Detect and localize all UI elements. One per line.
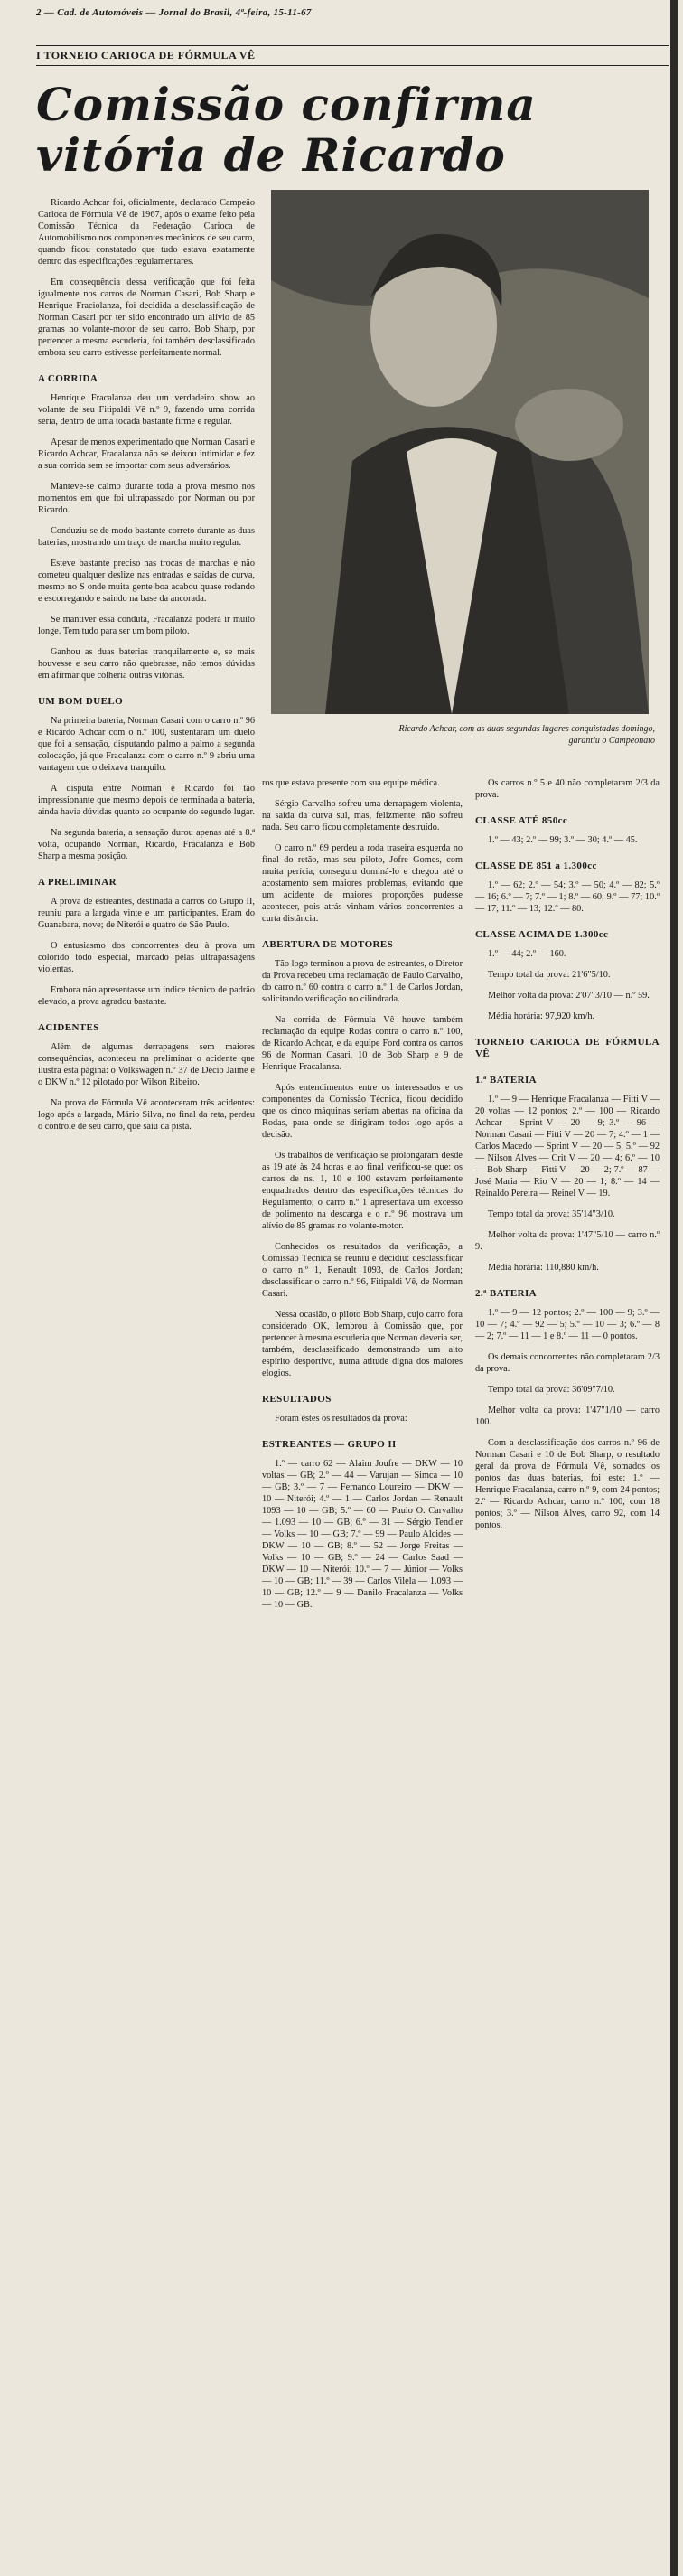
section-kicker: I TORNEIO CARIOCA DE FÓRMULA VÊ <box>36 49 256 61</box>
paragraph: Conhecidos os resultados da verificação, a Comissão Técnica se reuniu e decidiu: desclassificar o carro n.º 1, Renault 1093, de Carlos Jordan; desclassificar o carro n.º 96, Fitipaldi Vê, de Norman Casari. <box>262 1242 463 1299</box>
paragraph: Os trabalhos de verificação se prolongaram desde as 19 até às 24 horas e ao final verificou-se que: os carros de ns. 1, 10 e 100 estavam perfeitamente enquadrados dentro das especificações técnicas do Regulamento; o carro n.º 1 apresentava um excesso de polimento na descarga e o n.º 96 mostrava um alívio de 85 gramas no volante-motor. <box>262 1151 463 1231</box>
paragraph: A prova de estreantes, destinada a carros do Grupo II, reuniu para a largada vinte e um participantes. Eram do Guanabara, nove; de Niterói e quatro de São Paulo. <box>38 897 255 930</box>
paragraph: Tempo total da prova: 35'14"3/10. <box>488 1209 615 1219</box>
paragraph: Henrique Fracalanza deu um verdadeiro show ao volante de seu Fitipaldi Vê n.º 9, fazendo uma corrida séria, dentro de uma tocada bastante firme e regular. <box>38 393 255 427</box>
paragraph: Sérgio Carvalho sofreu uma derrapagem violenta, na saída da curva sul, mas, felizmente, não sofreu nada. Seu carro ficou completamente destruído. <box>262 799 463 832</box>
article-column-1 <box>38 197 255 2556</box>
paragraph: Após entendimentos entre os interessados e os componentes da Comissão Técnica, ficou decidido que os cinco máquinas seriam abertas na oficina da Rodas, para onde se dirigiram todos logo após a decisão. <box>262 1083 463 1140</box>
paragraph: Tão logo terminou a prova de estreantes, o Diretor da Prova recebeu uma reclamação de Paulo Carvalho, do carro n.º 60 contra o carro n.º 1 de Carlos Jordan, solicitando verificação no cilindrada. <box>262 959 463 1004</box>
paragraph: Embora não apresentasse um índice técnico de padrão elevado, a prova agradou bastante. <box>38 985 255 1007</box>
subheading: ESTREANTES — GRUPO II <box>262 1439 397 1450</box>
paragraph: Conduziu-se de modo bastante correto durante as duas baterias, mostrando um traço de marcha muito regular. <box>38 526 255 548</box>
results-list: 1.º — 62; 2.º — 54; 3.º — 50; 4.º — 82; 5.º — 16; 6.º — 7; 7.º — 1; 8.º — 60; 9.º — 77; 10.º — 17; 11.º — 13; 12.º — 80. <box>475 880 660 914</box>
paragraph: Média horária: 97,920 km/h. <box>488 1011 595 1021</box>
paragraph: Esteve bastante preciso nas trocas de marchas e não cometeu qualquer deslize nas entradas e saídas de curva, mesmo no S onde muita gente boa acabou quase rodando e escorregando e saindo na base da ancorada. <box>38 559 255 604</box>
photo-caption: Ricardo Achcar, com as duas segundas lugares conquistadas domingo, garantiu o Campeonato <box>398 724 655 746</box>
subheading: A PRELIMINAR <box>38 877 117 888</box>
article-column-2 <box>262 777 463 2558</box>
paragraph: Se mantiver essa conduta, Fracalanza poderá ir muito longe. Tem tudo para ser um bom piloto. <box>38 615 255 636</box>
paragraph: Manteve-se calmo durante toda a prova mesmo nos momentos em que foi ultrapassado por Norman ou por Ricardo. <box>38 482 255 515</box>
paragraph: O entusiasmo dos concorrentes deu à prova um colorido todo especial, marcado pelas ultrapassagens violentas. <box>38 941 255 974</box>
paragraph: Foram êstes os resultados da prova: <box>275 1414 407 1424</box>
paragraph: Os carros n.º 5 e 40 não completaram 2/3 da prova. <box>475 778 660 800</box>
paragraph: Na segunda bateria, a sensação durou apenas até a 8.ª volta, ocupando Norman, Ricardo, Fracalanza e Bob Sharp a mesma posição. <box>38 828 255 861</box>
paragraph: A disputa entre Norman e Ricardo foi tão impressionante que mesmo depois de terminada a bateria, ainda havia dúvidas quanto ao ocupante do segundo lugar. <box>38 784 255 817</box>
paragraph: Melhor volta da prova: 2'07"3/10 — n.º 59. <box>488 991 650 1001</box>
subheading: CLASSE ATÉ 850cc <box>475 815 568 826</box>
results-list: 1.º — 9 — 12 pontos; 2.º — 100 — 9; 3.º — 10 — 7; 4.º — 92 — 5; 5.º — 10 — 3; 6.º — 8 — 2; 7.º — 11 — 1 e 8.º — 11 — 0 pontos. <box>475 1308 660 1341</box>
paragraph: Com a desclassificação dos carros n.º 96 de Norman Casari e 10 de Bob Sharp, o resultado geral da prova de Fórmula Vê, somados os pontos das duas baterias, foi este: 1.º — Henrique Fracalanza, carro n.º 9, com 24 pontos; 2.º — Ricardo Achcar, carro n.º 100, com 18 pontos; 3.º — Nilson Alves, carro 92, com 14 pontos. <box>475 1438 660 1530</box>
results-list: 1.º — 9 — Henrique Fracalanza — Fitti V — 20 voltas — 12 pontos; 2.º — 100 — Ricardo Achcar — Sprint V — 20 — 9; 3.º — 96 — Norman Casari — Fitti V — 20 — 7; 4.º — 1 — Carlos Macedo — Sprint V — 20 — 5; 5.º — 92 — Nilson Alves — Crit V — 20 — 4; 6.º — 10 — Bob Sharp — Fitti V — 20 — 2; 7.º — 87 — José Maria — Rio V — 20 — 1; 8.º — 14 — Reinaldo Pereira — Reinel V — 19. <box>475 1095 660 1199</box>
rule-top <box>36 45 669 46</box>
subheading: A CORRIDA <box>38 373 98 384</box>
paragraph: ros que estava presente com sua equipe médica. <box>262 778 440 788</box>
paragraph: Ricardo Achcar foi, oficialmente, declarado Campeão Carioca de Fórmula Vê de 1967, após o exame feito pela Comissão Técnica da Federação Carioca de Automobilismo nos componentes mecânicos de seu carro, quando ficou constatado que tudo estava exatamente dentro das especificações regulamentares. <box>38 198 255 267</box>
article-column-3 <box>475 777 660 2558</box>
subheading: CLASSE DE 851 a 1.300cc <box>475 860 597 871</box>
paragraph: Na corrida de Fórmula Vê houve também reclamação da equipe Rodas contra o carro n.º 100, de Ricardo Achcar, e da equipe Ford contra os carros 96 de Norman Casari, 10 de Bob Sharp e 9 de Henrique Fracalanza. <box>262 1015 463 1072</box>
paragraph: Os demais concorrentes não completaram 2/3 da prova. <box>475 1352 660 1374</box>
paragraph: Nessa ocasião, o piloto Bob Sharp, cujo carro fora considerado OK, lembrou à Comissão que, por pertencer à mesma escuderia que Norman deveria ser, também, desclassificado demonstrando um alto espírito desportivo, numa atitude digna dos maiores elogios. <box>262 1310 463 1378</box>
running-head: 2 — Cad. de Automóveis — Jornal do Brasil, 4ª-feira, 15-11-67 <box>36 7 312 18</box>
paragraph: Melhor volta da prova: 1'47"5/10 — carro n.º 9. <box>475 1230 660 1252</box>
subheading: TORNEIO CARIOCA DE FÓRMULA VÊ <box>475 1037 660 1059</box>
paragraph: Tempo total da prova: 21'6"5/10. <box>488 970 611 980</box>
portrait-illustration <box>271 190 649 714</box>
paragraph: Além de algumas derrapagens sem maiores consequências, aconteceu na preliminar o acidente que ilustra esta página: o Volkswagen n.º 37 de Décio Jaime e o DKW n.º 12 pilotado por Wilson Ribeiro. <box>38 1042 255 1087</box>
subheading: 1.ª BATERIA <box>475 1075 538 1086</box>
paragraph: Apesar de menos experimentado que Norman Casari e Ricardo Achcar, Fracalanza não se deixou intimidar e fez a sua corrida sem se importar com seus adversários. <box>38 437 255 471</box>
paragraph: Ganhou as duas baterias tranquilamente e, se mais houvesse e seu carro não quebrasse, não temos dúvidas em afirmar que colheria outras vitórias. <box>38 647 255 681</box>
paragraph: Na primeira bateria, Norman Casari com o carro n.º 96 e Ricardo Achcar com o n.º 100, sustentaram um duelo que foi a sensação, disputando palmo a palmo a segunda colocação, já que Fracalanza com o carro n.º 9 abriu uma vantagem que o deixava tranquilo. <box>38 716 255 773</box>
subheading: RESULTADOS <box>262 1394 332 1405</box>
subheading: ACIDENTES <box>38 1022 99 1033</box>
paragraph: Média horária: 110,880 km/h. <box>488 1263 599 1273</box>
rule-kicker <box>36 65 669 66</box>
subheading: CLASSE ACIMA DE 1.300cc <box>475 929 609 940</box>
paragraph: Em consequência dessa verificação que foi feita igualmente nos carros de Norman Casari, Bob Sharp e Henrique Fraciolanza, foi decidida a desclassificação de Norman Casari por ter sido encontrado um alívio de 85 gramas no volante-motor de seu carro. Bob Sharp, por pertencer a mesma escuderia, foi também desclassificado embora seu carro estivesse perfeitamente normal. <box>38 277 255 358</box>
page-edge-shadow <box>670 0 678 2576</box>
subheading: UM BOM DUELO <box>38 696 124 707</box>
paragraph: Na prova de Fórmula Vê aconteceram três acidentes: logo após a largada, Mário Silva, no final da reta, perdeu o controle de seu carro, que saiu da pista. <box>38 1098 255 1132</box>
paragraph: Tempo total da prova: 36'09"7/10. <box>488 1385 615 1395</box>
paragraph: Melhor volta da prova: 1'47"1/10 — carro 100. <box>475 1406 660 1427</box>
subheading: ABERTURA DE MOTORES <box>262 939 394 950</box>
paragraph: O carro n.º 69 perdeu a roda traseira esquerda no final do retão, mas seu piloto, Jofre Gomes, com muita perícia, conseguiu dominá-lo e chegou até o acostamento sem maiores problemas, evitando que um acidente de maiores proporções pudesse acontecer, pois atrás vinham vários concorrentes a curta distância. <box>262 843 463 924</box>
results-list: 1.º — carro 62 — Alaim Joufre — DKW — 10 voltas — GB; 2.º — 44 — Varujan — Simca — 10 — GB; 3.º — 7 — Fernando Loureiro — DKW — 10 — Niterói; 4.º — 1 — Carlos Jordan — Renault 1093 — 10 — GB; 5.º — 60 — Paulo O. Carvalho — 1.093 — 10 — GB; 6.º — 31 — Sérgio Tendler — Volks — 10 — GB; 7.º — 99 — Paulo Alcides — DKW — 10 — GB; 8.º — 52 — Jorge Freitas — Volks — 10 — GB; 9.º — 24 — Carlos Saad — DKW — 10 — Niterói; 10.º — 7 — Júnior — Volks — 10 — GB; 11.º — 39 — Carlos Vilela — 1.093 — 10 — GB; 12.º — 9 — Danilo Fracalanza — Volks — 10 — GB. <box>262 1459 463 1610</box>
results-list: 1.º — 44; 2.º — 160. <box>488 949 566 959</box>
subheading: 2.ª BATERIA <box>475 1288 538 1299</box>
results-list: 1.º — 43; 2.º — 99; 3.º — 30; 4.º — 45. <box>488 835 638 845</box>
headline: Comissão confirma vitória de Ricardo <box>36 78 537 182</box>
photo-ricardo-achcar <box>271 190 649 714</box>
